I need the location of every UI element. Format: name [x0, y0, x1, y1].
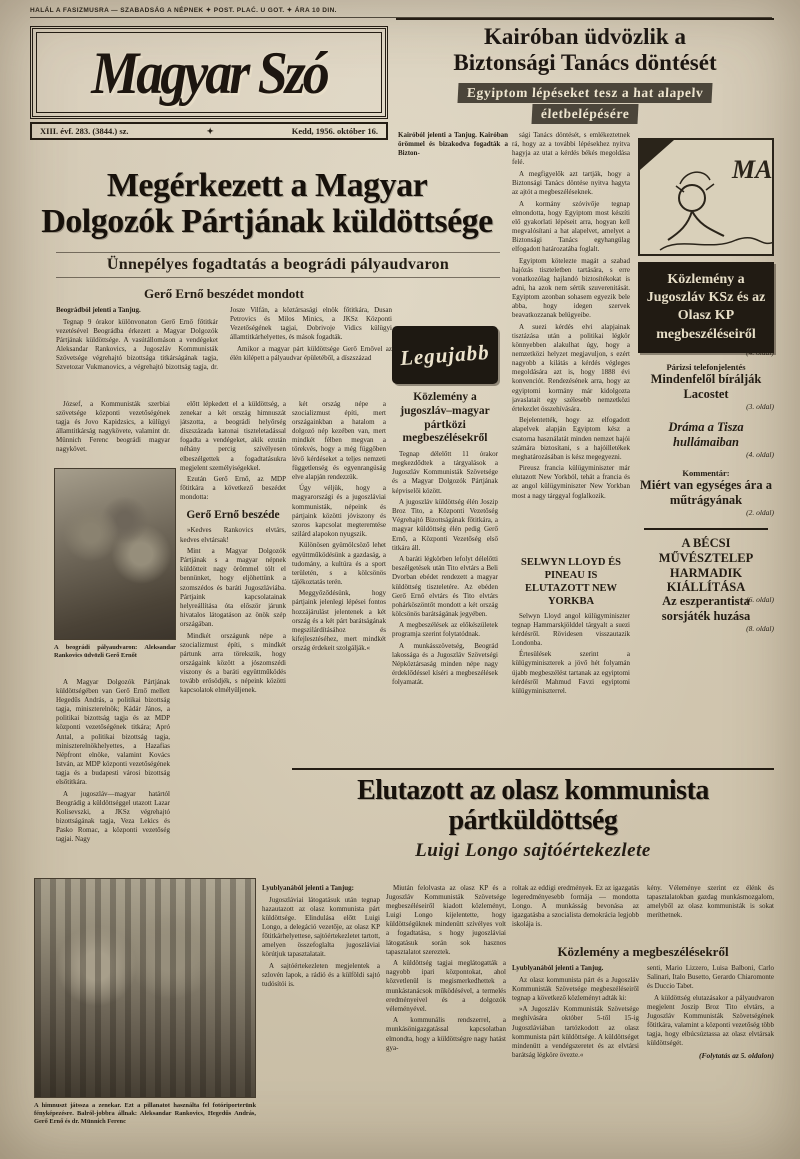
gero-speech-heading: Gerő Ernő beszéde: [186, 508, 280, 521]
comment-item: [638, 468, 774, 517]
latest-logo-text: Legujabb: [399, 339, 491, 370]
departure-column-1: [262, 884, 380, 1150]
departure-headline-line1: Elutazott az olasz kommunista: [357, 775, 709, 806]
paragraph: kény. Véleménye szerint ez élénk és tapasztalatokban gazdag munkásmozgalom, amelyből az olasz kommunisták is sokat meríthetnek.: [647, 884, 774, 920]
paragraph: A kommunális rendszerrel, a munkásönigazgatással kapcsolatban elmondta, hogy a küldöttségre nagy hatást gya-: [386, 1016, 506, 1052]
paragraph: Tegnap 9 órakor különvonaton Gerő Ernő főtitkár vezetésével Beográdba érkezett a Magyar Dolgozók Pártjának küldöttsége. A vasútállomáson a vendégeket Aleksandar Rankovics, a Jugoszláv Kommunisták Szövetsége végrehajtó bizottsága titkárságának tagja, Szvetozar Vukmanovics, a végrehajtó bizottság tagja, dr. Josze Vilfán, a köztársasági elnök főtitkára, Dusan Petrovics és Milos Minics, a JKSz Központi Vezetőségének tagjai, Dobrivoje Vidics külügyi államtitkárhelyettes, és mások fogadták.: [56, 306, 392, 372]
paragraph: Selwyn Lloyd angol külügyminiszter tegnap Hammarskjölddel tárgyalt a suezi kérdésről. Rövidesen visszautazik Londonba.: [512, 611, 630, 647]
divider: [292, 768, 774, 770]
communique-pre-left: [512, 884, 639, 940]
departure-column-2: [386, 884, 506, 1150]
paragraph: Meggyőződésünk, hogy pártjaink jelenlegi lépései fontos hozzájárulást jelentenek a két ország és a két párt barátságának megszilárdításához és kifejlesztéséhez, mert mindkét ország érdekeit szolgálják.«: [292, 589, 386, 652]
cairo-subhead-line1: Egyiptom lépéseket tesz a hat alapelv: [457, 83, 712, 103]
main-subhead: Ünnepélyes fogadtatás a beográdi pályaudvaron: [56, 252, 500, 278]
cartoon-ma-label: MA: [732, 155, 773, 184]
paragraph: A baráti légkörben lefolyt délelőtti beszélgetések után Tito elvtárs a Beli Dvorban ebédet rendezett a magyar küldöttség tiszteletére. Az ebéden Gerő Ernő elvtárs és Tito elvtárs pohárköszöntőt mondott a két ország kölcsönös barátságának jegyében.: [392, 555, 498, 618]
divider: [644, 528, 768, 530]
communique-box: Közlemény a Jugoszláv KSz és az Olasz KP megbeszéléseiről: [638, 262, 774, 353]
longo-subhead: Luigi Longo sajtóértekezlete: [415, 840, 651, 862]
masthead-frame: [36, 32, 382, 113]
esperanto-title: Az eszperantista sorsjáték huzása: [661, 594, 751, 623]
page-ref: (6. oldal): [746, 595, 774, 604]
political-cartoon: [638, 138, 774, 256]
divider: [396, 18, 774, 20]
latest-column: [392, 326, 498, 766]
paragraph: Amikor a magyar párt küldöttsége Gerő Ernővel az élén kilépett a pályaudvar épületéből, a díszszázad: [230, 344, 392, 362]
paragraph: Miután felolvasta az olasz KP és a Jugoszláv Kommunisták Szövetsége megbeszéléseiről kiadott közleményt, Luigi Longo kijelentette, hogy küldöttségüknek mindenütt szívélyes volt a fogadtatása, s hogy jugoszláviai látogatásuk során sok hasznos tapasztalatot szereztek.: [386, 884, 506, 956]
communique-heading-bottom: Közlemény a megbeszélésekről: [557, 944, 729, 959]
paragraph: roltak az eddigi eredmények. Ez az igazgatás legeredményesebb formája — mondotta Longo. A munkásság bevonása az igazgatásba a szocialista demokrácia legjobb iskolája is.: [512, 884, 639, 929]
page-ref: (8. oldal): [746, 623, 774, 633]
paragraph: Tegnap délelőtt 11 órakor megkezdődtek a tárgyalások a Jugoszláv Kommunisták Szövetsége és a Magyar Dolgozók Pártjának képviselői között.: [392, 450, 498, 495]
paragraph: A megbeszélések az előkészületek programja szerint folytatódnak.: [392, 621, 498, 639]
photo-station: [54, 468, 176, 640]
masthead-box: [30, 26, 388, 119]
vienna-title: A BÉCSI MŰVÉSZTELEP HARMADIK KIÁLLÍTÁSA: [658, 536, 754, 595]
communique-post-left: [512, 964, 639, 1132]
selwyn-body: [512, 612, 630, 772]
paragraph: József, a Kommunisták szerbiai szövetsége központi vezetőségének tagja és Jovo Kapidzsics, a külügyi államtitkárság nagykövete, valamint dr. Münnich Ferenc beográdi magyar nagykövet.: [56, 400, 170, 454]
issue-date: Kedd, 1956. október 16.: [291, 126, 378, 136]
paragraph: A megfigyelők azt tartják, hogy a Biztonsági Tanács döntése nyitva hagyta az ajtót a megbeszéléseknek.: [512, 169, 630, 197]
departure-header: [292, 776, 774, 862]
paragraph: Lyublyanából jelenti a Tanjug.: [512, 964, 604, 972]
latest-communique-heading: Közlemény a jugoszláv–magyar pártközi megbeszélésekről: [400, 391, 490, 445]
paragraph: Egyiptom kötelezte magát a szabad hajózás tiszteletben tartására, s erre vonatkozólag hajlandó biztosítékokat is adni, ha azok nem sértik szuverenitását. Egyiptom azonban sohasem egyezik bele abba, hogy idegen szervek beavatkozzanak belügyeibe.: [512, 256, 630, 320]
paragraph: A küldöttség tagjai meglátogatták a nagyobb ipari központokat, ahol közvetlenül is megismerkedhettek a munkástanácsok működésével, a termelés eredményeivel és a dolgozók véleményével.: [386, 959, 506, 1013]
paragraph: A küldöttség elutazásakor a pályaudvaron megjelent Joszip Broz Tito elvtárs, a Jugoszláv Kommunisták Szövetségének főtitkára, valamint a központi vezetőség több tagja, hogy elbúcsúztassa az olasz elvtársak küldöttségét.: [647, 993, 774, 1048]
paragraph: A Magyar Dolgozók Pártjának küldöttségében van Gerő Ernő mellett Hegedűs András, a politikai bizottság tagja, miniszterelnök; Kádár János, a politikai bizottság tagja és az MDP központi vezetőségének titkára; Apró Antal, a politikai bizottság tagja, miniszterelnökhelyettes, a Hazafias Népfront elnöke, valamint Kovács István, az MDP központi vezetőségének tagja és a budapesti városi bizottság elsőtitkára.: [56, 678, 170, 787]
departure-headline-line2: pártküldöttség: [448, 805, 618, 837]
main-column-1-top: [56, 400, 170, 464]
paragraph: A munkásszövetség, Beográd lakossága és a Jugoszláv Szövetségi Népköztársaság minden népe nagy érdeklődéssel kíséri a megbeszélések folyamatát.: [392, 642, 498, 687]
paragraph: A jugoszláv—magyar határtól Beográdig a küldöttséggel utazott Lazar Kolisevszki, a JKSz végrehajtó bizottságának tagja, Veza Lekics és Pasko Romac, a központi vezetőség tagjai. Nagy: [56, 789, 170, 844]
edition-number: XIII. évf. 283. (3844.) sz.: [40, 126, 129, 136]
cairo-headline-line1: Kairóban üdvözlik a: [484, 24, 686, 49]
paragraph: A suezi kérdés elvi alapjainak tisztázása után a politikai légkör könnyebben alakulhat úgy, hogy a nemzetközi helyzet megjavuljon, s ezért nagyobb a kilátás a kérdés végleges megoldására azt is, hogy 1888 évi konvenciót. Rendezésének arra, hogy az egyiptomi kormány már kidolgozta javaslatait egy szélesebb nemzetközi értekezlet összehívására.: [512, 322, 630, 413]
page-ref: (4. oldal): [746, 348, 774, 357]
cairo-headline-line2: Biztonsági Tanács döntését: [453, 49, 717, 75]
selwyn-heading: SELWYN LLOYD ÉS PINEAU IS ELUTAZOTT NEW YORKBA: [521, 557, 621, 608]
communique-post-right: [647, 964, 774, 1132]
paragraph: Kairóból jelenti a Tanjug. Kairóban örömmel és bizakodva fogadták a Bizton-: [398, 131, 508, 158]
paragraph: Mindkét országunk népe a szocializmust építi, s mindkét pártunk arra törekszik, hogy országaink között a jószomszédi viszony és a baráti együttműködés tovább erősödjék, s népeink közötti kapcsolatok elmélyüljenek.: [180, 631, 286, 695]
selwyn-article: [512, 556, 630, 764]
main-column-3: [292, 400, 386, 764]
main-headline-line2: Dolgozók Pártjának küldöttsége: [41, 203, 493, 241]
main-lead-columns: [56, 306, 392, 396]
paragraph: »Kedves Rankovics elvtárs, kedves elvtársak!: [180, 526, 286, 544]
paragraph: Pireusz francia külügyminiszter már elutazott New Yorkból, tehát a francia és az angol külügyminiszter New Yorkban most a nagy tárggyal foglalkozik.: [512, 464, 630, 500]
latest-body: [392, 450, 498, 798]
paragraph: sági Tanács döntését, s emlékeztetnek rá, hogy az a további lépésekhez nyitva hagyja az utat a kérdés békés megoldása felé.: [512, 131, 630, 167]
paragraph: Értesülések szerint a külügyminiszterek a jövő hét folyamán újabb megbeszélést tartanak az egyiptomi kérdésről Mahmud Favzi egyiptomi külügyminiszterrel.: [512, 650, 630, 695]
main-column-1-bottom: [56, 678, 170, 868]
masthead-slogan: HALÁL A FASIZMUSRA — SZABADSÁG A NÉPNEK ✦ POST. PLAĆ. U GOT. ✦ ÁRA 10 DIN.: [30, 7, 337, 14]
esperanto-item: [638, 594, 774, 633]
paris-kicker: Párizsi telefonjelentés: [666, 362, 746, 372]
paragraph: Az olasz kommunista párt és a Jugoszláv Kommunisták Szövetsége megbeszéléseiről tegnap a következő közleményt adták ki:: [512, 975, 639, 1002]
drama-title: Dráma a Tisza hullámaiban: [668, 420, 744, 449]
latest-logo: [392, 326, 498, 384]
communique-post-row: [512, 964, 774, 1132]
paragraph: A sajtóértekezleten megjelentek a szlovén lapok, a rádió és a külföldi sajtó tudósítói is.: [262, 961, 380, 988]
cairo-subhead: [396, 82, 774, 125]
photo-station-caption: A beográdi pályaudvaron: Aleksandar Rankovics üdvözli Gerő Ernőt: [54, 644, 176, 660]
communique-pre-right: [647, 884, 774, 940]
paragraph: A kormány szóvivője tegnap elmondotta, hogy Egyiptom most készíti elő gyakorlati lépéseit arra, hogyan kell megvalósítani a hat alapelvet, amelyet a Biztonsági Tanács egyhangúlag elfogadott határozatába foglalt.: [512, 199, 630, 254]
paris-item: [638, 362, 774, 411]
paragraph: »A Jugoszláv Kommunisták Szövetsége meghívására október 5-től 15-ig Jugoszláviában tartózkodott az olasz kommunista párt küldöttsége. A küldöttséget mindenütt a vendégszeretet és az elvtársi barátság légköre övezte.«: [512, 1005, 639, 1059]
drama-item: [638, 420, 774, 459]
edition-bar: [30, 122, 388, 140]
gero-section-heading: Gerő Ernő beszédet mondott: [144, 286, 304, 301]
cairo-subhead-line2: életbelépésére: [531, 104, 638, 124]
diamond-separator-icon: ✦: [206, 125, 214, 136]
paragraph: Lyublyanából jelenti a Tanjug:: [262, 884, 355, 892]
main-headline: [34, 168, 500, 240]
paragraph: Mint a Magyar Dolgozók Pártjának s a magyar népnek küldötteit nagy örömmel tölt el bennünket, hogy eljöhettünk a szomszédos és baráti Jugoszláviába. Pártjaink kapcsolatainak helyreállítása óta először járunk hivatalos látogatáson az önök szép országában.: [180, 547, 286, 628]
paragraph: Jugoszláviai látogatásuk után tegnap hazautazott az olasz kommunista párt küldöttsége. Elindulása előtt Luigi Longo, a delegáció vezetője, az olasz KP főtitkárhelyettese, sajtóértekezletet tartott, amelyen összefoglalta jugoszláviai körútjuk tapasztalatait.: [262, 895, 380, 959]
paragraph: Ezután Gerő Ernő, az MDP főtitkára a következő beszédet mondotta:: [180, 475, 286, 502]
page-ref: (4. oldal): [746, 449, 774, 459]
main-column-2: [180, 400, 286, 868]
masthead-title: Magyar Szó: [91, 38, 327, 107]
main-headline-line1: Megérkezett a Magyar: [106, 167, 428, 204]
cairo-article-header: [396, 24, 774, 125]
paragraph: Különösen gyümölcsöző lehet együttműködésünk a gazdaság, a tudomány, a kultúra és a sport területén, s a kölcsönös tájékoztatás terén.: [292, 541, 386, 586]
communique-pre-row: [512, 884, 774, 940]
paragraph: előtt lépkedett el a küldöttség, a zenekar a két ország himnuszát játszotta, a beográdi helyőrség díszszázada katonai tiszteletadással fogadta a vendégeket, akik ezután néhány percig szívélyesen elbeszélgettek a fogadtatásukra megjelent személyiségekkel.: [180, 400, 286, 472]
paragraph: Úgy véljük, hogy a magyarországi és a jugoszláviai kommunisták, népeink és pártjaink közötti jóviszony és szoros kapcsolat megteremtése szilárd alapokon nyugszik.: [292, 484, 386, 538]
photo-anthem-caption: A himnuszt játssza a zenekar. Ezt a pillanatot használta fel fotóriporterünk fényképezésre. Balról-jobbra állnak: Aleksandar Rankovics, Hegedűs András, Gerő Ernő és dr. Münnich Ferenc: [34, 1102, 256, 1126]
photo-anthem: [34, 878, 256, 1098]
paragraph: Bejelentették, hogy az elfogadott alapelvek alapján Egyiptom kész a csatorna használatát minden nemzet hajói számára biztosítani, s a hajóilletékek meghatározásában is kész megegyezni.: [512, 416, 630, 461]
comment-kicker: Kommentár:: [682, 468, 730, 478]
cartoon-drawing: [640, 140, 774, 256]
page-ref: (2. oldal): [746, 507, 774, 517]
paragraph: két ország népe a szocializmust építi, mert országainkban a hatalom a dolgozó nép kezében van, mert mindkét félben megvan a törekvés, hogy a még függőben lévő kérdéseket a teljes nemzeti függetlenség és egyenrangúság elve alapján rendezzük.: [292, 400, 386, 481]
paris-title: Mindenfelől bírálják Lacostet: [650, 372, 762, 401]
cairo-continuation-column: [512, 131, 630, 551]
paragraph: A jugoszláv küldöttség élén Joszip Broz Tito, a Központi Vezetőség Végrehajtó Bizottságának főtitkára, a magyar küldöttség élén pedig Gerő Ernő, a Központi Vezetőség első titkára áll.: [392, 498, 498, 552]
comment-title: Miért van egységes ára a műtrágyának: [640, 478, 772, 507]
paragraph: senti, Mario Lizzero, Luisa Balboni, Carlo Salinari, Italo Busetto, Gerardo Chiaromonte és Duccio Tabet.: [647, 964, 774, 991]
departure-communique-block: [512, 884, 774, 1132]
continuation-note: (Folytatás az 5. oldalon): [698, 1050, 774, 1060]
paragraph: Beográdból jelenti a Tanjug.: [56, 306, 141, 314]
page-ref: (3. oldal): [746, 401, 774, 411]
